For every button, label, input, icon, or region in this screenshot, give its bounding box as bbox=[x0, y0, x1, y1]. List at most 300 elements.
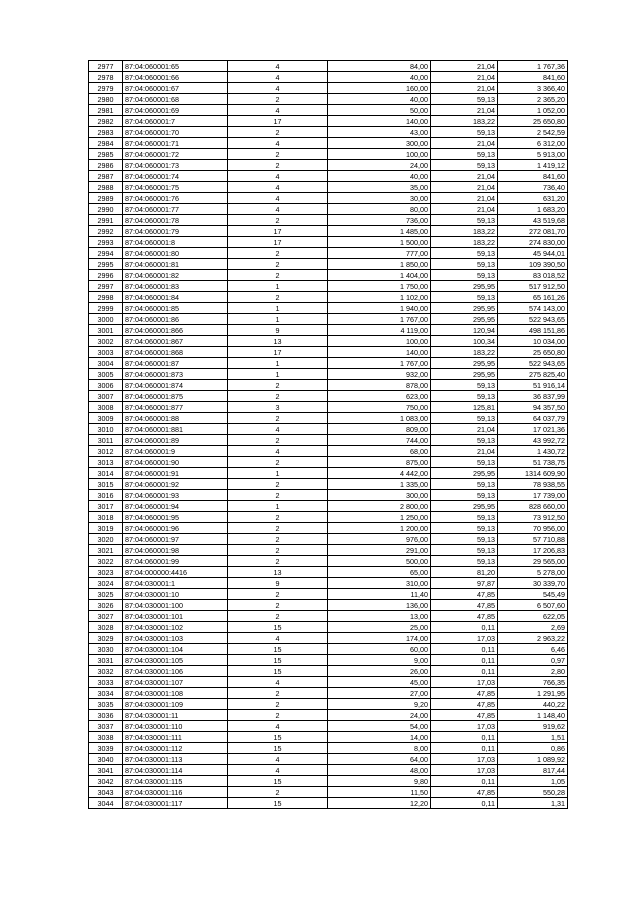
group-cell: 4 bbox=[228, 138, 328, 149]
rate-cell: 59,13 bbox=[431, 479, 498, 490]
area-cell: 40,00 bbox=[328, 171, 431, 182]
cadastral-number-cell: 87:04:060001:95 bbox=[123, 512, 228, 523]
table-row bbox=[89, 402, 568, 413]
group-cell: 2 bbox=[228, 523, 328, 534]
value-cell: 64 037,79 bbox=[498, 413, 568, 424]
group-cell: 1 bbox=[228, 468, 328, 479]
group-cell: 4 bbox=[228, 204, 328, 215]
row-number-cell: 3020 bbox=[89, 534, 123, 545]
table-row bbox=[89, 391, 568, 402]
group-cell: 4 bbox=[228, 721, 328, 732]
cadastral-number-cell: 87:04:060001:877 bbox=[123, 402, 228, 413]
group-cell: 4 bbox=[228, 633, 328, 644]
rate-cell: 21,04 bbox=[431, 105, 498, 116]
group-cell: 9 bbox=[228, 578, 328, 589]
row-number-cell: 3041 bbox=[89, 765, 123, 776]
rate-cell: 295,95 bbox=[431, 281, 498, 292]
table-row bbox=[89, 72, 568, 83]
cadastral-number-cell: 87:04:030001:114 bbox=[123, 765, 228, 776]
cadastral-number-cell: 87:04:030001:109 bbox=[123, 699, 228, 710]
cadastral-number-cell: 87:04:060001:866 bbox=[123, 325, 228, 336]
row-number-cell: 2984 bbox=[89, 138, 123, 149]
value-cell: 1,31 bbox=[498, 798, 568, 809]
cadastral-number-cell: 87:04:060001:881 bbox=[123, 424, 228, 435]
cadastral-number-cell: 87:04:060001:89 bbox=[123, 435, 228, 446]
value-cell: 3 366,40 bbox=[498, 83, 568, 94]
table-row bbox=[89, 490, 568, 501]
value-cell: 817,44 bbox=[498, 765, 568, 776]
group-cell: 2 bbox=[228, 391, 328, 402]
area-cell: 875,00 bbox=[328, 457, 431, 468]
value-cell: 1 683,20 bbox=[498, 204, 568, 215]
rate-cell: 21,04 bbox=[431, 424, 498, 435]
area-cell: 1 102,00 bbox=[328, 292, 431, 303]
group-cell: 3 bbox=[228, 402, 328, 413]
rate-cell: 59,13 bbox=[431, 215, 498, 226]
row-number-cell: 3028 bbox=[89, 622, 123, 633]
value-cell: 30 339,70 bbox=[498, 578, 568, 589]
value-cell: 919,62 bbox=[498, 721, 568, 732]
table-row bbox=[89, 743, 568, 754]
cadastral-number-cell: 87:04:060001:96 bbox=[123, 523, 228, 534]
cadastral-number-cell: 87:04:060001:92 bbox=[123, 479, 228, 490]
table-row bbox=[89, 83, 568, 94]
group-cell: 2 bbox=[228, 259, 328, 270]
value-cell: 2 365,20 bbox=[498, 94, 568, 105]
area-cell: 24,00 bbox=[328, 710, 431, 721]
value-cell: 498 151,86 bbox=[498, 325, 568, 336]
cadastral-number-cell: 87:04:030001:110 bbox=[123, 721, 228, 732]
table-row bbox=[89, 127, 568, 138]
table-row bbox=[89, 754, 568, 765]
area-cell: 1 250,00 bbox=[328, 512, 431, 523]
table-row bbox=[89, 347, 568, 358]
cadastral-number-cell: 87:04:060001:874 bbox=[123, 380, 228, 391]
group-cell: 2 bbox=[228, 479, 328, 490]
row-number-cell: 2983 bbox=[89, 127, 123, 138]
row-number-cell: 2998 bbox=[89, 292, 123, 303]
area-cell: 976,00 bbox=[328, 534, 431, 545]
area-cell: 11,40 bbox=[328, 589, 431, 600]
row-number-cell: 3022 bbox=[89, 556, 123, 567]
value-cell: 5 913,00 bbox=[498, 149, 568, 160]
row-number-cell: 3021 bbox=[89, 545, 123, 556]
area-cell: 48,00 bbox=[328, 765, 431, 776]
area-cell: 878,00 bbox=[328, 380, 431, 391]
row-number-cell: 3017 bbox=[89, 501, 123, 512]
group-cell: 15 bbox=[228, 776, 328, 787]
table-row bbox=[89, 501, 568, 512]
row-number-cell: 3003 bbox=[89, 347, 123, 358]
value-cell: 1,05 bbox=[498, 776, 568, 787]
table-row bbox=[89, 149, 568, 160]
table-row bbox=[89, 589, 568, 600]
rate-cell: 59,13 bbox=[431, 248, 498, 259]
cadastral-number-cell: 87:04:060001:873 bbox=[123, 369, 228, 380]
table-row bbox=[89, 215, 568, 226]
rate-cell: 59,13 bbox=[431, 413, 498, 424]
rate-cell: 183,22 bbox=[431, 226, 498, 237]
row-number-cell: 2989 bbox=[89, 193, 123, 204]
rate-cell: 21,04 bbox=[431, 204, 498, 215]
row-number-cell: 2979 bbox=[89, 83, 123, 94]
table-row bbox=[89, 446, 568, 457]
row-number-cell: 3016 bbox=[89, 490, 123, 501]
row-number-cell: 3026 bbox=[89, 600, 123, 611]
table-row bbox=[89, 380, 568, 391]
table-row bbox=[89, 325, 568, 336]
value-cell: 631,20 bbox=[498, 193, 568, 204]
area-cell: 25,00 bbox=[328, 622, 431, 633]
value-cell: 78 938,55 bbox=[498, 479, 568, 490]
area-cell: 100,00 bbox=[328, 336, 431, 347]
row-number-cell: 3024 bbox=[89, 578, 123, 589]
cadastral-number-cell: 87:04:030001:104 bbox=[123, 644, 228, 655]
value-cell: 517 912,50 bbox=[498, 281, 568, 292]
table-row bbox=[89, 732, 568, 743]
group-cell: 4 bbox=[228, 765, 328, 776]
rate-cell: 21,04 bbox=[431, 72, 498, 83]
row-number-cell: 3006 bbox=[89, 380, 123, 391]
row-number-cell: 3043 bbox=[89, 787, 123, 798]
table-row bbox=[89, 512, 568, 523]
rate-cell: 59,13 bbox=[431, 149, 498, 160]
table-row bbox=[89, 578, 568, 589]
rate-cell: 120,94 bbox=[431, 325, 498, 336]
value-cell: 51 738,75 bbox=[498, 457, 568, 468]
row-number-cell: 3009 bbox=[89, 413, 123, 424]
cadastral-number-cell: 87:04:060001:71 bbox=[123, 138, 228, 149]
area-cell: 140,00 bbox=[328, 347, 431, 358]
group-cell: 1 bbox=[228, 369, 328, 380]
table-row bbox=[89, 666, 568, 677]
group-cell: 2 bbox=[228, 215, 328, 226]
table-row bbox=[89, 457, 568, 468]
group-cell: 2 bbox=[228, 248, 328, 259]
rate-cell: 47,85 bbox=[431, 589, 498, 600]
rate-cell: 21,04 bbox=[431, 182, 498, 193]
table-row bbox=[89, 358, 568, 369]
group-cell: 2 bbox=[228, 292, 328, 303]
row-number-cell: 3032 bbox=[89, 666, 123, 677]
cadastral-number-cell: 87:04:060001:84 bbox=[123, 292, 228, 303]
area-cell: 24,00 bbox=[328, 160, 431, 171]
area-cell: 750,00 bbox=[328, 402, 431, 413]
cadastral-number-cell: 87:04:060001:76 bbox=[123, 193, 228, 204]
value-cell: 841,60 bbox=[498, 171, 568, 182]
row-number-cell: 2999 bbox=[89, 303, 123, 314]
area-cell: 12,20 bbox=[328, 798, 431, 809]
value-cell: 17 739,00 bbox=[498, 490, 568, 501]
table-row bbox=[89, 292, 568, 303]
value-cell: 1,51 bbox=[498, 732, 568, 743]
table-row bbox=[89, 776, 568, 787]
group-cell: 15 bbox=[228, 622, 328, 633]
row-number-cell: 3035 bbox=[89, 699, 123, 710]
rate-cell: 295,95 bbox=[431, 303, 498, 314]
table-row bbox=[89, 281, 568, 292]
value-cell: 274 830,00 bbox=[498, 237, 568, 248]
group-cell: 17 bbox=[228, 116, 328, 127]
area-cell: 64,00 bbox=[328, 754, 431, 765]
area-cell: 736,00 bbox=[328, 215, 431, 226]
cadastral-number-cell: 87:04:060001:70 bbox=[123, 127, 228, 138]
cadastral-number-cell: 87:04:060001:868 bbox=[123, 347, 228, 358]
cadastral-number-cell: 87:04:030001:115 bbox=[123, 776, 228, 787]
cadastral-number-cell: 87:04:030001:102 bbox=[123, 622, 228, 633]
table-row bbox=[89, 479, 568, 490]
value-cell: 17 021,36 bbox=[498, 424, 568, 435]
rate-cell: 0,11 bbox=[431, 622, 498, 633]
rate-cell: 21,04 bbox=[431, 446, 498, 457]
cadastral-number-cell: 87:04:060001:86 bbox=[123, 314, 228, 325]
cadastral-number-cell: 87:04:060001:69 bbox=[123, 105, 228, 116]
table-row bbox=[89, 523, 568, 534]
rate-cell: 59,13 bbox=[431, 270, 498, 281]
group-cell: 13 bbox=[228, 567, 328, 578]
rate-cell: 0,11 bbox=[431, 666, 498, 677]
value-cell: 94 357,50 bbox=[498, 402, 568, 413]
value-cell: 6,46 bbox=[498, 644, 568, 655]
table-row bbox=[89, 424, 568, 435]
table-row bbox=[89, 171, 568, 182]
value-cell: 622,05 bbox=[498, 611, 568, 622]
cadastral-number-cell: 87:04:030001:108 bbox=[123, 688, 228, 699]
value-cell: 1 419,12 bbox=[498, 160, 568, 171]
area-cell: 27,00 bbox=[328, 688, 431, 699]
row-number-cell: 2978 bbox=[89, 72, 123, 83]
group-cell: 1 bbox=[228, 303, 328, 314]
value-cell: 1 430,72 bbox=[498, 446, 568, 457]
cadastral-number-cell: 87:04:030001:1 bbox=[123, 578, 228, 589]
table-row bbox=[89, 226, 568, 237]
rate-cell: 0,11 bbox=[431, 798, 498, 809]
table-row bbox=[89, 270, 568, 281]
table-row bbox=[89, 413, 568, 424]
cadastral-number-cell: 87:04:030001:100 bbox=[123, 600, 228, 611]
row-number-cell: 2988 bbox=[89, 182, 123, 193]
cadastral-number-cell: 87:04:060001:88 bbox=[123, 413, 228, 424]
rate-cell: 17,03 bbox=[431, 633, 498, 644]
value-cell: 83 018,52 bbox=[498, 270, 568, 281]
table-row bbox=[89, 600, 568, 611]
cadastral-number-cell: 87:04:060001:65 bbox=[123, 61, 228, 72]
row-number-cell: 3004 bbox=[89, 358, 123, 369]
row-number-cell: 3034 bbox=[89, 688, 123, 699]
area-cell: 2 800,00 bbox=[328, 501, 431, 512]
group-cell: 2 bbox=[228, 556, 328, 567]
row-number-cell: 3031 bbox=[89, 655, 123, 666]
table-row bbox=[89, 567, 568, 578]
cadastral-number-cell: 87:04:060001:81 bbox=[123, 259, 228, 270]
area-cell: 4 119,00 bbox=[328, 325, 431, 336]
rate-cell: 0,11 bbox=[431, 776, 498, 787]
cadastral-number-cell: 87:04:060001:85 bbox=[123, 303, 228, 314]
row-number-cell: 3036 bbox=[89, 710, 123, 721]
area-cell: 160,00 bbox=[328, 83, 431, 94]
cadastral-number-cell: 87:04:060001:83 bbox=[123, 281, 228, 292]
row-number-cell: 3000 bbox=[89, 314, 123, 325]
group-cell: 2 bbox=[228, 270, 328, 281]
cadastral-number-cell: 87:04:030001:101 bbox=[123, 611, 228, 622]
value-cell: 0,86 bbox=[498, 743, 568, 754]
rate-cell: 47,85 bbox=[431, 600, 498, 611]
group-cell: 15 bbox=[228, 732, 328, 743]
table-row bbox=[89, 259, 568, 270]
value-cell: 766,35 bbox=[498, 677, 568, 688]
cadastral-number-cell: 87:04:060001:99 bbox=[123, 556, 228, 567]
group-cell: 2 bbox=[228, 457, 328, 468]
rate-cell: 59,13 bbox=[431, 534, 498, 545]
rate-cell: 59,13 bbox=[431, 457, 498, 468]
rate-cell: 21,04 bbox=[431, 193, 498, 204]
area-cell: 26,00 bbox=[328, 666, 431, 677]
table-row bbox=[89, 765, 568, 776]
row-number-cell: 3042 bbox=[89, 776, 123, 787]
table-row bbox=[89, 688, 568, 699]
row-number-cell: 2982 bbox=[89, 116, 123, 127]
row-number-cell: 2990 bbox=[89, 204, 123, 215]
cadastral-number-cell: 87:04:060001:77 bbox=[123, 204, 228, 215]
group-cell: 1 bbox=[228, 281, 328, 292]
value-cell: 109 390,50 bbox=[498, 259, 568, 270]
group-cell: 4 bbox=[228, 424, 328, 435]
cadastral-number-cell: 87:04:060001:94 bbox=[123, 501, 228, 512]
group-cell: 2 bbox=[228, 545, 328, 556]
value-cell: 1 291,95 bbox=[498, 688, 568, 699]
value-cell: 65 161,26 bbox=[498, 292, 568, 303]
value-cell: 17 206,83 bbox=[498, 545, 568, 556]
group-cell: 2 bbox=[228, 435, 328, 446]
cadastral-number-cell: 87:04:030001:117 bbox=[123, 798, 228, 809]
table-row bbox=[89, 545, 568, 556]
value-cell: 736,40 bbox=[498, 182, 568, 193]
value-cell: 1314 609,90 bbox=[498, 468, 568, 479]
area-cell: 9,00 bbox=[328, 655, 431, 666]
group-cell: 2 bbox=[228, 688, 328, 699]
rate-cell: 59,13 bbox=[431, 292, 498, 303]
area-cell: 1 500,00 bbox=[328, 237, 431, 248]
rate-cell: 183,22 bbox=[431, 116, 498, 127]
rate-cell: 21,04 bbox=[431, 83, 498, 94]
group-cell: 17 bbox=[228, 226, 328, 237]
row-number-cell: 3001 bbox=[89, 325, 123, 336]
cadastral-number-cell: 87:04:060001:7 bbox=[123, 116, 228, 127]
cadastral-number-cell: 87:04:030001:105 bbox=[123, 655, 228, 666]
value-cell: 57 710,88 bbox=[498, 534, 568, 545]
group-cell: 17 bbox=[228, 237, 328, 248]
group-cell: 1 bbox=[228, 501, 328, 512]
rate-cell: 59,13 bbox=[431, 545, 498, 556]
table-row bbox=[89, 721, 568, 732]
table-row bbox=[89, 468, 568, 479]
cadastral-number-cell: 87:04:060001:73 bbox=[123, 160, 228, 171]
value-cell: 1 148,40 bbox=[498, 710, 568, 721]
area-cell: 100,00 bbox=[328, 149, 431, 160]
cadastral-number-cell: 87:04:030001:112 bbox=[123, 743, 228, 754]
rate-cell: 59,13 bbox=[431, 391, 498, 402]
row-number-cell: 3023 bbox=[89, 567, 123, 578]
row-number-cell: 2997 bbox=[89, 281, 123, 292]
rate-cell: 21,04 bbox=[431, 171, 498, 182]
area-cell: 744,00 bbox=[328, 435, 431, 446]
value-cell: 29 565,00 bbox=[498, 556, 568, 567]
rate-cell: 21,04 bbox=[431, 138, 498, 149]
rate-cell: 81,20 bbox=[431, 567, 498, 578]
area-cell: 777,00 bbox=[328, 248, 431, 259]
group-cell: 2 bbox=[228, 611, 328, 622]
rate-cell: 295,95 bbox=[431, 358, 498, 369]
table-body bbox=[89, 61, 568, 809]
row-number-cell: 2993 bbox=[89, 237, 123, 248]
row-number-cell: 3012 bbox=[89, 446, 123, 457]
value-cell: 10 034,00 bbox=[498, 336, 568, 347]
cadastral-number-cell: 87:04:060001:74 bbox=[123, 171, 228, 182]
table-row bbox=[89, 94, 568, 105]
value-cell: 5 278,00 bbox=[498, 567, 568, 578]
group-cell: 2 bbox=[228, 94, 328, 105]
cadastral-number-cell: 87:04:030001:106 bbox=[123, 666, 228, 677]
group-cell: 15 bbox=[228, 666, 328, 677]
area-cell: 40,00 bbox=[328, 72, 431, 83]
area-cell: 45,00 bbox=[328, 677, 431, 688]
value-cell: 25 650,80 bbox=[498, 347, 568, 358]
rate-cell: 17,03 bbox=[431, 721, 498, 732]
area-cell: 43,00 bbox=[328, 127, 431, 138]
row-number-cell: 3039 bbox=[89, 743, 123, 754]
table-row bbox=[89, 556, 568, 567]
table-row bbox=[89, 237, 568, 248]
document-page bbox=[88, 60, 568, 809]
rate-cell: 47,85 bbox=[431, 688, 498, 699]
rate-cell: 183,22 bbox=[431, 347, 498, 358]
row-number-cell: 2995 bbox=[89, 259, 123, 270]
area-cell: 4 442,00 bbox=[328, 468, 431, 479]
area-cell: 54,00 bbox=[328, 721, 431, 732]
value-cell: 545,49 bbox=[498, 589, 568, 600]
row-number-cell: 2977 bbox=[89, 61, 123, 72]
row-number-cell: 2986 bbox=[89, 160, 123, 171]
row-number-cell: 2985 bbox=[89, 149, 123, 160]
area-cell: 13,00 bbox=[328, 611, 431, 622]
table-row bbox=[89, 138, 568, 149]
group-cell: 4 bbox=[228, 754, 328, 765]
rate-cell: 59,13 bbox=[431, 435, 498, 446]
table-row bbox=[89, 182, 568, 193]
area-cell: 50,00 bbox=[328, 105, 431, 116]
row-number-cell: 3038 bbox=[89, 732, 123, 743]
table-row bbox=[89, 633, 568, 644]
area-cell: 300,00 bbox=[328, 138, 431, 149]
row-number-cell: 2992 bbox=[89, 226, 123, 237]
table-row bbox=[89, 798, 568, 809]
cadastral-number-cell: 87:04:030001:116 bbox=[123, 787, 228, 798]
value-cell: 6 507,60 bbox=[498, 600, 568, 611]
rate-cell: 47,85 bbox=[431, 611, 498, 622]
row-number-cell: 3014 bbox=[89, 468, 123, 479]
row-number-cell: 3037 bbox=[89, 721, 123, 732]
area-cell: 1 335,00 bbox=[328, 479, 431, 490]
cadastral-number-cell: 87:04:060001:82 bbox=[123, 270, 228, 281]
value-cell: 2,69 bbox=[498, 622, 568, 633]
area-cell: 1 083,00 bbox=[328, 413, 431, 424]
area-cell: 1 404,00 bbox=[328, 270, 431, 281]
rate-cell: 59,13 bbox=[431, 523, 498, 534]
value-cell: 828 660,00 bbox=[498, 501, 568, 512]
group-cell: 2 bbox=[228, 380, 328, 391]
value-cell: 45 944,01 bbox=[498, 248, 568, 259]
area-cell: 68,00 bbox=[328, 446, 431, 457]
